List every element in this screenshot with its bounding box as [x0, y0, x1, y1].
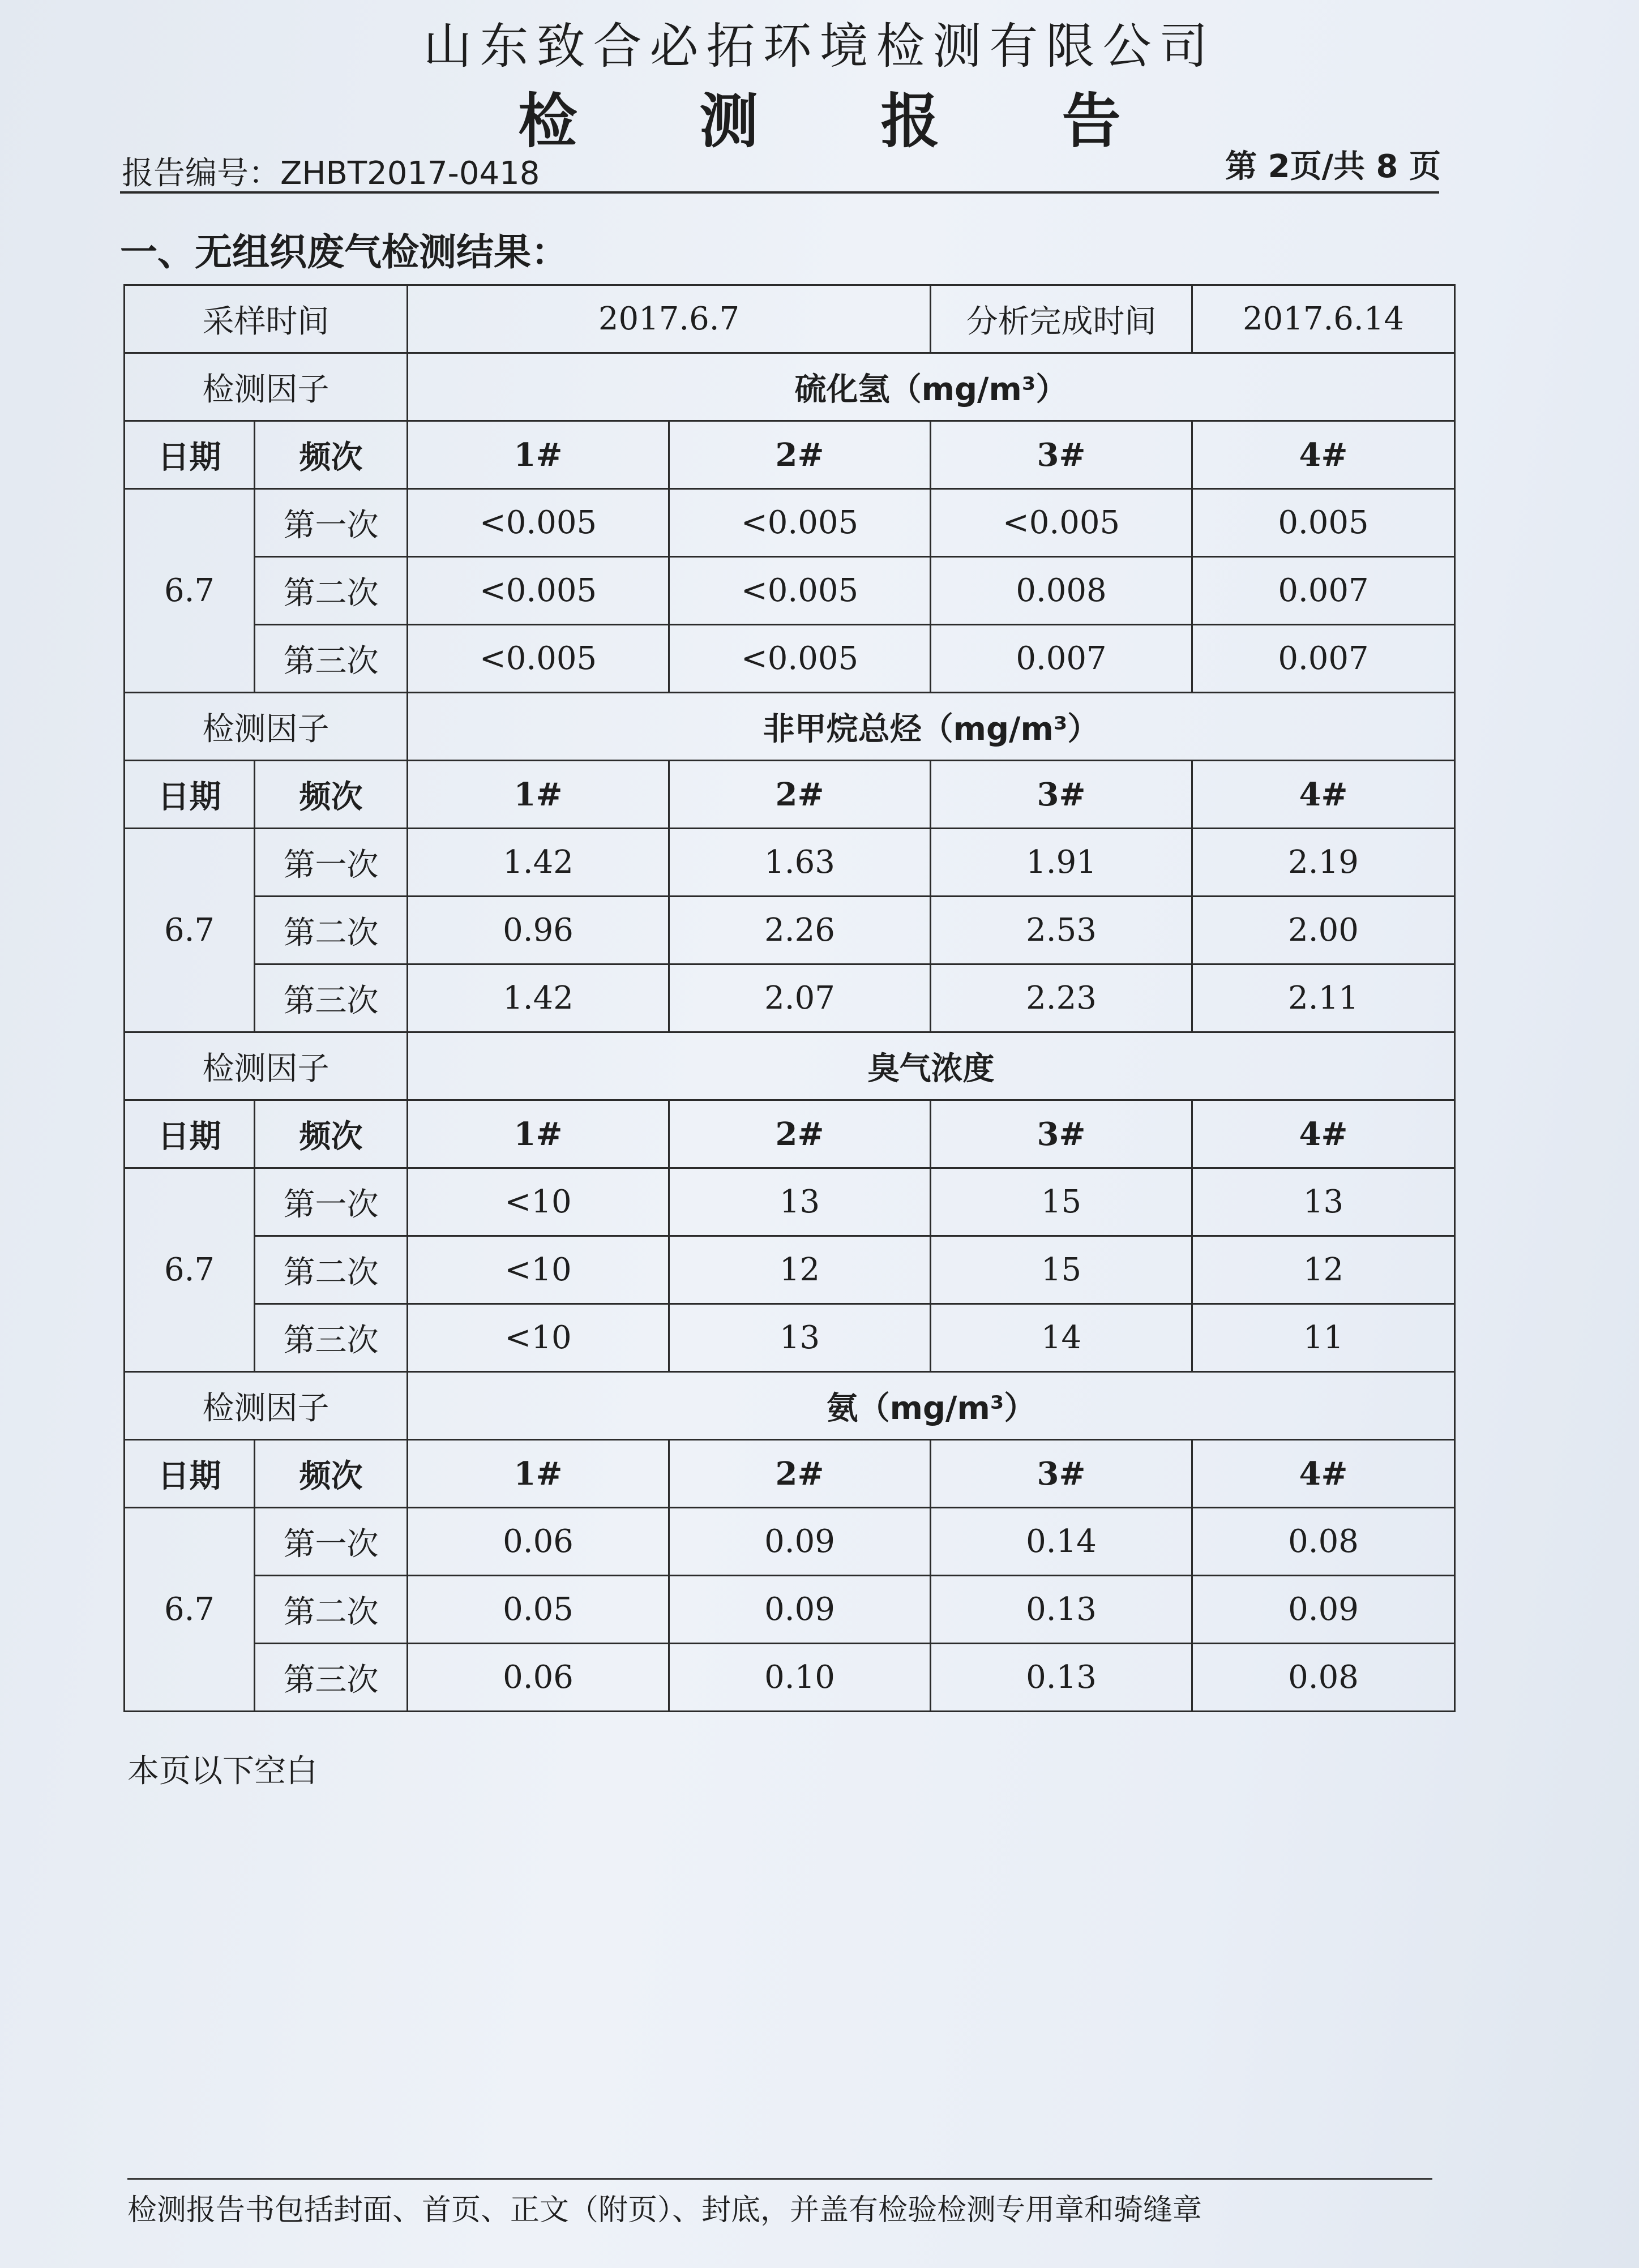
value-cell: 0.05	[408, 1576, 669, 1644]
factor-name: 非甲烷总烃（mg/m³）	[408, 693, 1455, 761]
value-cell: 0.08	[1192, 1508, 1455, 1576]
value-cell: 0.06	[408, 1644, 669, 1712]
point-header: 2#	[669, 761, 931, 829]
point-header: 4#	[1192, 1440, 1455, 1508]
report-number-label: 报告编号：	[122, 155, 280, 192]
date-cell: 6.7	[125, 829, 255, 1032]
value-cell: 12	[669, 1236, 931, 1304]
column-header-row	[125, 1440, 1455, 1508]
frequency-cell: 第二次	[255, 557, 408, 625]
frequency-cell: 第三次	[255, 1304, 408, 1372]
factor-name: 氨（mg/m³）	[408, 1372, 1455, 1440]
date-cell: 6.7	[125, 1168, 255, 1372]
value-cell: 2.26	[669, 897, 931, 964]
date-header: 日期	[125, 1440, 255, 1508]
value-cell: 1.91	[931, 829, 1192, 897]
value-cell: 0.09	[669, 1576, 931, 1644]
column-header-row	[125, 761, 1455, 829]
point-header: 3#	[931, 1440, 1192, 1508]
value-cell: 0.09	[669, 1508, 931, 1576]
report-number-value: ZHBT2017-0418	[280, 155, 540, 192]
factor-label: 检测因子	[125, 1032, 408, 1100]
date-header: 日期	[125, 1100, 255, 1168]
point-header: 3#	[931, 421, 1192, 489]
value-cell: 0.005	[1192, 489, 1455, 557]
value-cell: 1.63	[669, 829, 931, 897]
frequency-header: 频次	[255, 421, 408, 489]
factor-label: 检测因子	[125, 693, 408, 761]
value-cell: 0.10	[669, 1644, 931, 1712]
value-cell: 0.13	[931, 1644, 1192, 1712]
point-header: 1#	[408, 421, 669, 489]
value-cell: 0.06	[408, 1508, 669, 1576]
sampling-row	[125, 285, 1455, 353]
frequency-cell: 第一次	[255, 489, 408, 557]
value-cell: <10	[408, 1236, 669, 1304]
value-cell: 0.09	[1192, 1576, 1455, 1644]
frequency-cell: 第三次	[255, 1644, 408, 1712]
point-header: 1#	[408, 761, 669, 829]
value-cell: 0.008	[931, 557, 1192, 625]
column-header-row	[125, 421, 1455, 489]
value-cell: 2.53	[931, 897, 1192, 964]
point-header: 2#	[669, 1100, 931, 1168]
value-cell: 2.11	[1192, 964, 1455, 1032]
value-cell: 1.42	[408, 829, 669, 897]
frequency-cell: 第一次	[255, 829, 408, 897]
date-header: 日期	[125, 761, 255, 829]
value-cell: <0.005	[669, 557, 931, 625]
analysis-time-label: 分析完成时间	[931, 285, 1192, 353]
value-cell: 0.14	[931, 1508, 1192, 1576]
factor-row	[125, 1032, 1455, 1100]
table-row	[125, 1508, 1455, 1576]
value-cell: 0.13	[931, 1576, 1192, 1644]
value-cell: 0.007	[931, 625, 1192, 693]
section-title: 一、无组织废气检测结果：	[120, 230, 568, 274]
sampling-time-label: 采样时间	[125, 285, 408, 353]
value-cell: 0.96	[408, 897, 669, 964]
value-cell: 13	[1192, 1168, 1455, 1236]
point-header: 4#	[1192, 421, 1455, 489]
frequency-cell: 第一次	[255, 1168, 408, 1236]
value-cell: 13	[669, 1304, 931, 1372]
header-divider	[120, 191, 1439, 194]
value-cell: <0.005	[669, 625, 931, 693]
report-title: 检 测 报 告	[518, 87, 1172, 156]
table-row	[125, 1236, 1455, 1304]
value-cell: <10	[408, 1304, 669, 1372]
value-cell: 15	[931, 1168, 1192, 1236]
blank-below-note: 本页以下空白	[127, 1753, 318, 1790]
point-header: 1#	[408, 1100, 669, 1168]
value-cell: 11	[1192, 1304, 1455, 1372]
value-cell: <0.005	[408, 625, 669, 693]
results-table	[123, 284, 1456, 1712]
point-header: 4#	[1192, 1100, 1455, 1168]
value-cell: <0.005	[931, 489, 1192, 557]
table-row	[125, 897, 1455, 964]
date-cell: 6.7	[125, 1508, 255, 1712]
analysis-time-value: 2017.6.14	[1192, 285, 1455, 353]
company-name: 山东致合必拓环境检测有限公司	[423, 18, 1216, 75]
value-cell: 2.00	[1192, 897, 1455, 964]
frequency-header: 频次	[255, 761, 408, 829]
value-cell: <0.005	[408, 489, 669, 557]
frequency-header: 频次	[255, 1100, 408, 1168]
frequency-header: 频次	[255, 1440, 408, 1508]
point-header: 1#	[408, 1440, 669, 1508]
frequency-cell: 第一次	[255, 1508, 408, 1576]
factor-name: 硫化氢（mg/m³）	[408, 353, 1455, 421]
value-cell: 2.19	[1192, 829, 1455, 897]
factor-row	[125, 1372, 1455, 1440]
table-row	[125, 1576, 1455, 1644]
date-cell: 6.7	[125, 489, 255, 693]
point-header: 4#	[1192, 761, 1455, 829]
value-cell: 0.007	[1192, 625, 1455, 693]
frequency-cell: 第二次	[255, 1576, 408, 1644]
value-cell: 15	[931, 1236, 1192, 1304]
sampling-time-value: 2017.6.7	[408, 285, 931, 353]
factor-label: 检测因子	[125, 353, 408, 421]
date-header: 日期	[125, 421, 255, 489]
table-row	[125, 489, 1455, 557]
page-info: 第 2页/共 8 页	[1225, 148, 1441, 185]
frequency-cell: 第三次	[255, 625, 408, 693]
value-cell: 0.007	[1192, 557, 1455, 625]
frequency-cell: 第三次	[255, 964, 408, 1032]
value-cell: <10	[408, 1168, 669, 1236]
table-row	[125, 557, 1455, 625]
value-cell: <0.005	[408, 557, 669, 625]
value-cell: 2.07	[669, 964, 931, 1032]
table-row	[125, 964, 1455, 1032]
table-row	[125, 1304, 1455, 1372]
point-header: 2#	[669, 421, 931, 489]
footer-note: 检测报告书包括封面、首页、正文（附页）、封底，并盖有检验检测专用章和骑缝章	[127, 2193, 1202, 2227]
factor-name: 臭气浓度	[408, 1032, 1455, 1100]
table-row	[125, 829, 1455, 897]
value-cell: 0.08	[1192, 1644, 1455, 1712]
value-cell: 12	[1192, 1236, 1455, 1304]
value-cell: 2.23	[931, 964, 1192, 1032]
value-cell: <0.005	[669, 489, 931, 557]
table-row	[125, 625, 1455, 693]
footer-divider	[127, 2178, 1432, 2180]
frequency-cell: 第二次	[255, 1236, 408, 1304]
table-row	[125, 1644, 1455, 1712]
factor-row	[125, 693, 1455, 761]
point-header: 2#	[669, 1440, 931, 1508]
value-cell: 14	[931, 1304, 1192, 1372]
column-header-row	[125, 1100, 1455, 1168]
frequency-cell: 第二次	[255, 897, 408, 964]
point-header: 3#	[931, 761, 1192, 829]
table-row	[125, 1168, 1455, 1236]
point-header: 3#	[931, 1100, 1192, 1168]
value-cell: 1.42	[408, 964, 669, 1032]
value-cell: 13	[669, 1168, 931, 1236]
report-number	[122, 148, 540, 194]
factor-row	[125, 353, 1455, 421]
factor-label: 检测因子	[125, 1372, 408, 1440]
